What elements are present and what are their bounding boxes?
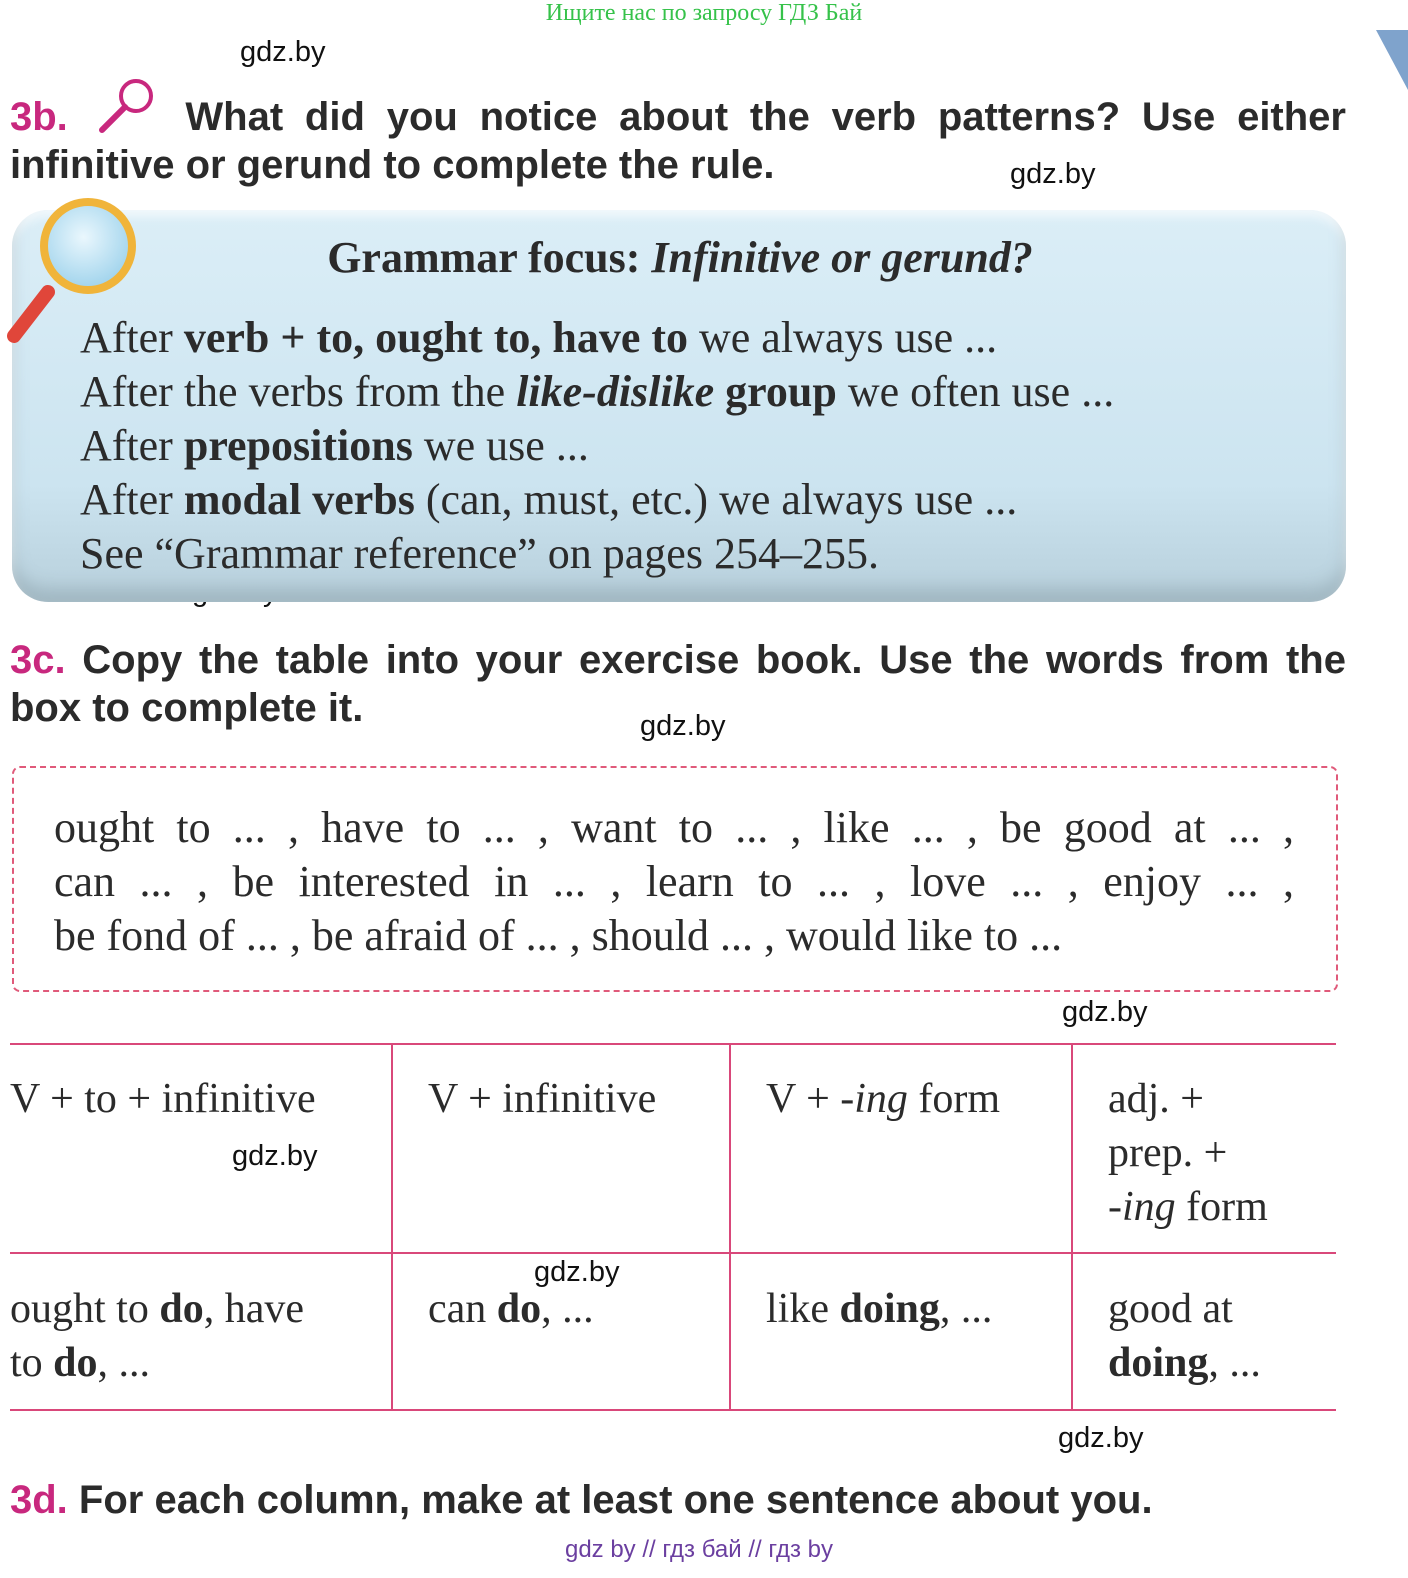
grammar-reference-line: See “Grammar reference” on pages 254–255.: [80, 529, 879, 578]
word-box-line-3: be fond of ... , be afraid of ... , should ... , would like to ...: [54, 911, 1063, 960]
table-cell: good at doing, ...: [1108, 1286, 1261, 1386]
word-box-line-1: ought to ... , have to ... , want to ... , like ... , be good at ... ,: [54, 803, 1294, 852]
watermark: gdz.by: [534, 1256, 620, 1288]
table-header-cell: adj. + prep. + -ing form: [1108, 1076, 1268, 1230]
task-number: 3b.: [10, 95, 68, 139]
watermark: gdz.by: [232, 1140, 318, 1172]
watermark: gdz.by: [1058, 1422, 1144, 1454]
table-rule: [10, 1409, 1336, 1411]
rule-line-2: After the verbs from the like-dislike group we often use ...: [80, 367, 1115, 416]
table-header-cell: V + -ing form: [766, 1076, 1001, 1122]
table-header-cell: V + infinitive: [428, 1076, 657, 1122]
task-number: 3c.: [10, 638, 66, 682]
table-cell: like doing, ...: [766, 1286, 993, 1332]
table-rule: [10, 1043, 1336, 1045]
task-number: 3d.: [10, 1478, 68, 1522]
watermark: gdz.by: [1010, 158, 1096, 190]
task-3b: [10, 76, 1346, 189]
magnifier-icon: [96, 76, 158, 136]
task-text: For each column, make at least one sentence about you.: [78, 1478, 1153, 1522]
grammar-title: Grammar focus: Infinitive or gerund?: [327, 233, 1033, 282]
top-banner[interactable]: Ищите нас по запросу ГДЗ Бай: [545, 0, 863, 26]
watermark: gdz.by: [640, 710, 726, 742]
table-header-cell: V + to + infinitive: [10, 1076, 316, 1122]
table-rule: [10, 1252, 1336, 1254]
table-divider: [1071, 1043, 1073, 1411]
watermark: gdz.by: [240, 36, 326, 68]
footer-links[interactable]: gdz by // гдз бай // гдз by: [564, 1536, 834, 1563]
task-3c: [10, 636, 1346, 732]
task-text: What did you notice about the verb patterns? Use either infinitive or gerund to complete the rule.: [10, 95, 1346, 187]
table-cell: can do, ...: [428, 1286, 594, 1332]
watermark: gdz.by: [1062, 996, 1148, 1028]
corner-decoration: [1376, 30, 1408, 90]
word-box-line-2: can ... , be interested in ... , learn to ... , love ... , enjoy ... ,: [54, 857, 1294, 906]
table-divider: [391, 1043, 393, 1411]
task-text: Copy the table into your exercise book. Use the words from the box to complete it.: [10, 638, 1346, 730]
rule-line-4: After modal verbs (can, must, etc.) we always use ...: [80, 475, 1018, 524]
table-cell: ought to do, have to do, ...: [10, 1286, 304, 1386]
rule-line-3: After prepositions we use ...: [80, 421, 589, 470]
rule-line-1: After verb + to, ought to, have to we always use ...: [80, 313, 998, 362]
table-divider: [729, 1043, 731, 1411]
task-3d: [10, 1476, 1346, 1524]
